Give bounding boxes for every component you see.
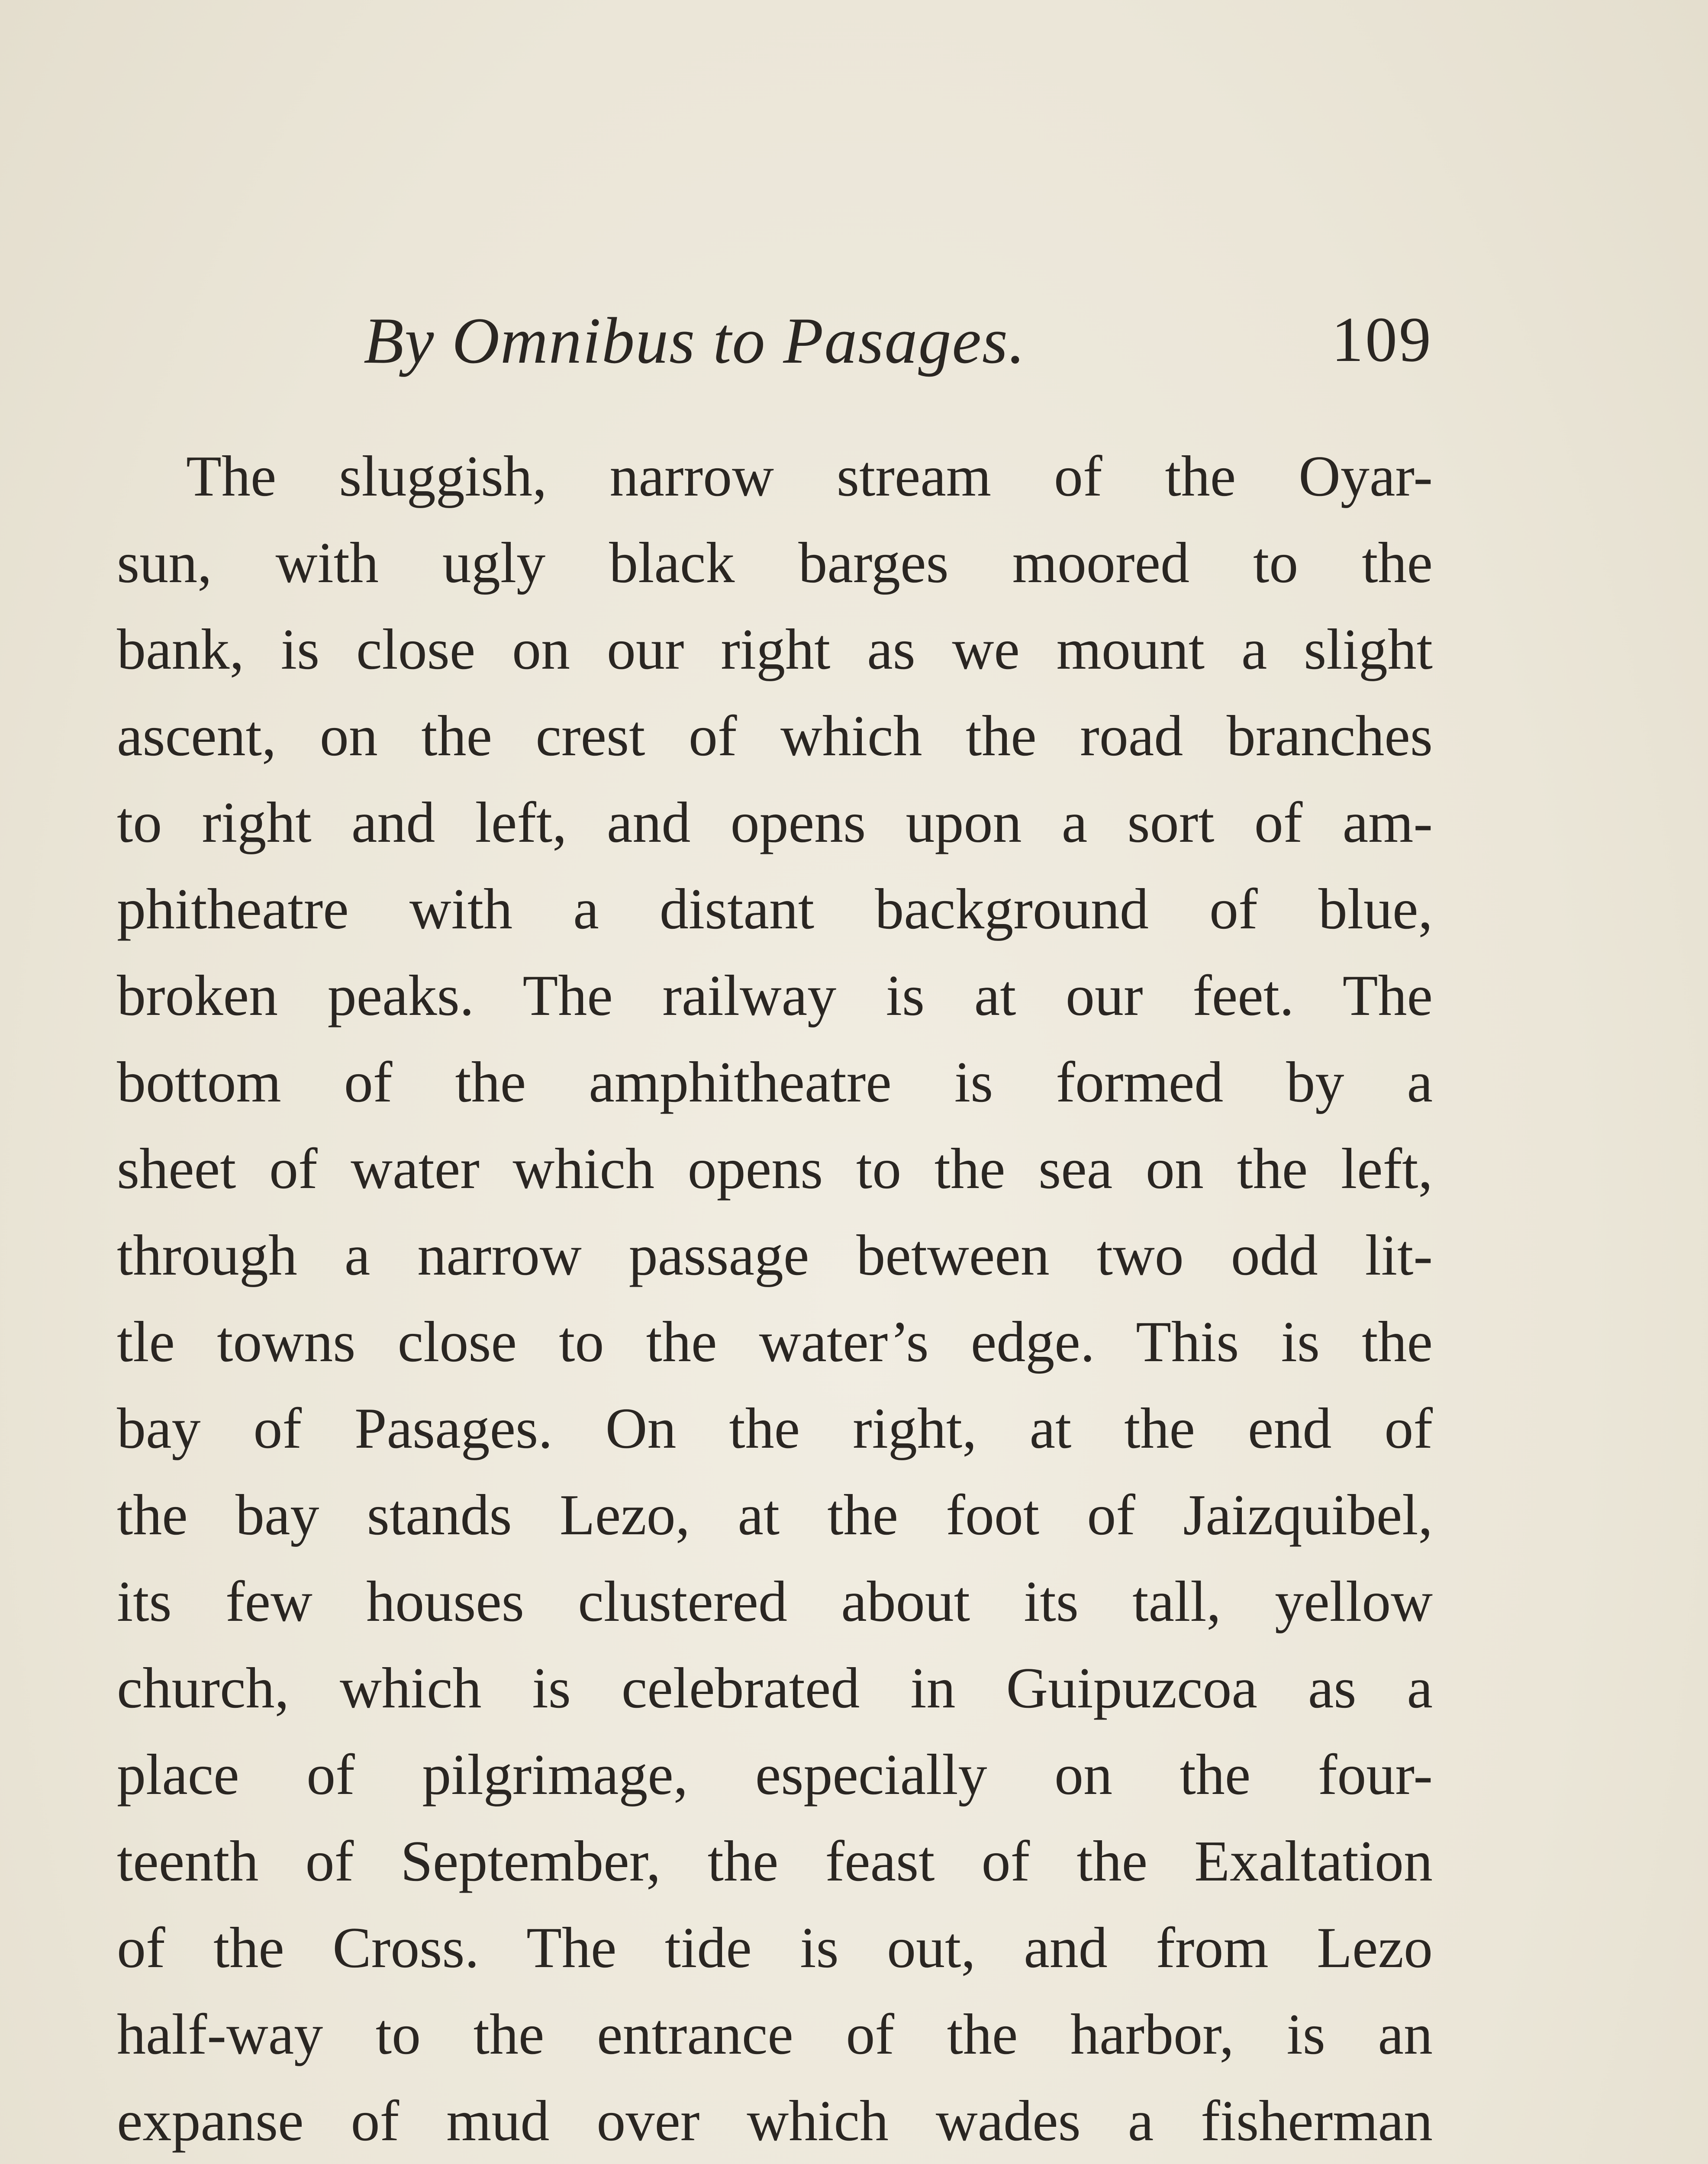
text-line: sun, with ugly black barges moored to the	[117, 531, 1433, 595]
text-line: bank, is close on our right as we mount a slight	[117, 617, 1433, 681]
text-line: tle towns close to the water’s edge. This is the	[117, 1310, 1433, 1374]
text-line: of the Cross. The tide is out, and from Lezo	[117, 1916, 1433, 1980]
text-line: phitheatre with a distant background of blue,	[117, 877, 1433, 941]
text-line: teenth of September, the feast of the Exaltation	[117, 1829, 1433, 1893]
text-line: expanse of mud over which wades a fisherman	[117, 2089, 1433, 2153]
text-line: place of pilgrimage, especially on the four-	[117, 1742, 1433, 1807]
body-text	[117, 433, 1433, 2164]
text-line: through a narrow passage between two odd lit-	[117, 1223, 1433, 1287]
text-line: the bay stands Lezo, at the foot of Jaizquibel,	[117, 1483, 1433, 1547]
page-number: 109	[1331, 304, 1433, 375]
text-line: to right and left, and opens upon a sort of am-	[117, 790, 1433, 854]
running-title: By Omnibus to Pasages.	[364, 304, 1026, 377]
page-header	[117, 303, 1433, 390]
text-line: sheet of water which opens to the sea on the left,	[117, 1137, 1433, 1201]
text-line: broken peaks. The railway is at our feet. The	[117, 963, 1433, 1027]
text-line: church, which is celebrated in Guipuzcoa as a	[117, 1656, 1433, 1720]
text-line: its few houses clustered about its tall, yellow	[117, 1569, 1433, 1633]
text-line: The sluggish, narrow stream of the Oyar-	[186, 444, 1433, 508]
text-line: bottom of the amphitheatre is formed by a	[117, 1050, 1433, 1114]
text-line: ascent, on the crest of which the road branches	[117, 704, 1433, 768]
text-line: bay of Pasages. On the right, at the end of	[117, 1396, 1433, 1460]
text-line: half-way to the entrance of the harbor, is an	[117, 2002, 1433, 2066]
